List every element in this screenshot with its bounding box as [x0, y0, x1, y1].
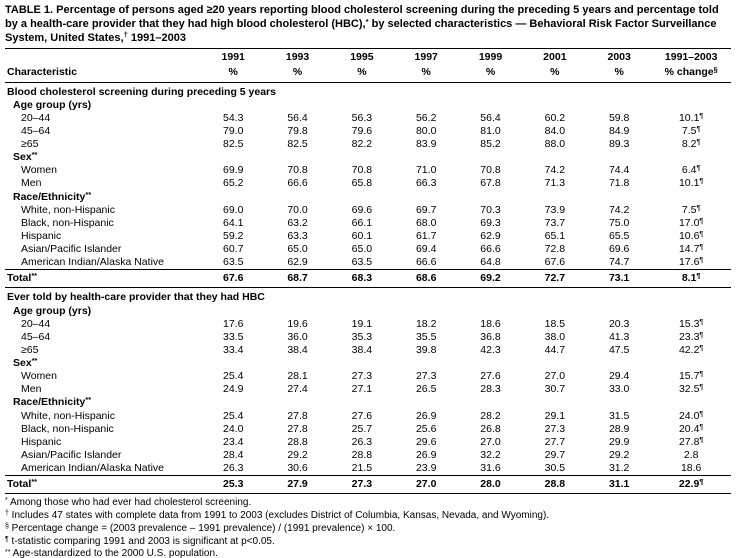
value-cell: 88.0 [544, 138, 566, 150]
year-column-header: 1997 [414, 51, 438, 64]
value-cell: 6.4¶ [681, 164, 701, 177]
table-row [5, 436, 731, 449]
value-cell: 67.8 [480, 177, 501, 190]
value-cell: 25.4 [222, 409, 244, 422]
value-cell: 65.0 [287, 243, 308, 255]
value-cell: 26.9 [415, 448, 437, 461]
footnote: § Percentage change = (2003 prevalence – 1991 prevalence) / (1991 prevalence) × 100. [5, 522, 396, 534]
value-cell: 54.3 [222, 111, 244, 124]
value-cell: 73.1 [587, 270, 651, 288]
value-cell: 18.6 [680, 462, 702, 474]
value-cell: 74.2 [608, 203, 630, 216]
value-cell: 27.0 [480, 435, 501, 448]
group-heading-row [5, 99, 731, 112]
value-cell: 15.7¶ [678, 370, 704, 383]
value-cell: 66.6 [480, 243, 501, 255]
value-cell: 69.6 [608, 243, 630, 255]
unit-column-header: % [265, 64, 329, 82]
value-cell: 32.2 [480, 448, 501, 461]
value-cell: 63.5 [351, 256, 373, 269]
value-cell: 60.2 [544, 111, 566, 124]
value-cell: 22.9¶ [651, 476, 731, 494]
value-cell: 10.1¶ [678, 177, 704, 190]
group-heading: Race/Ethnicity** [13, 190, 92, 203]
value-cell: 79.6 [351, 124, 373, 137]
value-cell: 27.8¶ [678, 435, 704, 448]
row-label: Asian/Pacific Islander [21, 243, 122, 255]
value-cell: 36.0 [287, 330, 308, 343]
value-cell: 85.2 [480, 138, 501, 150]
value-cell: 70.3 [480, 203, 501, 216]
unit-column-header: % [458, 64, 522, 82]
value-cell: 27.6 [351, 409, 373, 422]
value-cell: 27.0 [544, 370, 566, 383]
value-cell: 65.5 [608, 229, 630, 242]
row-label: ≥65 [21, 343, 39, 356]
table-row [5, 256, 731, 270]
value-cell: 31.5 [608, 409, 630, 422]
value-cell: 27.1 [351, 383, 373, 396]
value-cell: 23.3¶ [678, 330, 704, 343]
unit-column-header: % [330, 64, 394, 82]
value-cell: 29.6 [415, 435, 437, 448]
value-cell: 26.3 [351, 435, 373, 448]
row-label: Hispanic [21, 229, 62, 242]
value-cell: 47.5 [608, 343, 630, 356]
group-heading-row [5, 305, 731, 318]
value-cell: 27.3 [544, 422, 566, 435]
value-cell: 82.2 [351, 138, 373, 150]
row-label: White, non-Hispanic [21, 409, 115, 422]
value-cell: 28.8 [351, 448, 373, 461]
value-cell: 15.3¶ [678, 317, 704, 330]
value-cell: 63.5 [222, 256, 244, 269]
value-cell: 62.9 [287, 256, 308, 269]
value-cell: 26.9 [415, 409, 437, 422]
value-cell: 39.8 [415, 343, 437, 356]
table-row [5, 344, 731, 357]
value-cell: 10.6¶ [678, 229, 704, 242]
value-cell: 2.8 [683, 448, 699, 461]
value-cell: 30.5 [544, 462, 566, 474]
value-cell: 66.3 [415, 177, 437, 190]
row-label: Asian/Pacific Islander [21, 448, 122, 461]
value-cell: 26.8 [480, 422, 501, 435]
value-cell: 27.6 [480, 370, 501, 383]
value-cell: 31.1 [587, 476, 651, 494]
value-cell: 19.6 [287, 317, 308, 330]
footnote: ** Age-standardized to the 2000 U.S. population. [5, 548, 218, 558]
value-cell: 33.5 [222, 330, 244, 343]
footnote: ¶ t-statistic comparing 1991 and 2003 is significant at p<0.05. [5, 535, 275, 547]
total-row [5, 476, 731, 494]
group-heading: Age group (yrs) [13, 304, 92, 317]
table-row [5, 410, 731, 423]
value-cell: 71.3 [544, 177, 566, 190]
table-row [5, 125, 731, 138]
value-cell: 19.1 [351, 317, 373, 330]
year-column-header: 1995 [350, 51, 374, 64]
value-cell: 18.6 [480, 317, 501, 330]
value-cell: 56.2 [415, 111, 437, 124]
value-cell: 61.7 [415, 229, 437, 242]
value-cell: 72.8 [544, 243, 566, 255]
value-cell: 28.8 [523, 476, 587, 494]
value-cell: 65.8 [351, 177, 373, 190]
value-cell: 73.7 [544, 216, 566, 229]
group-heading: Sex** [13, 357, 38, 369]
value-cell: 69.9 [222, 164, 244, 177]
value-cell: 68.6 [394, 270, 458, 288]
value-cell: 27.8 [287, 409, 308, 422]
table-row [5, 462, 731, 476]
value-cell: 24.9 [222, 383, 244, 396]
value-cell: 31.2 [608, 462, 630, 474]
value-cell: 38.4 [351, 343, 373, 356]
section-heading-row [5, 82, 731, 99]
unit-column-header: % change§ [651, 64, 731, 82]
row-label: White, non-Hispanic [21, 203, 115, 216]
value-cell: 33.0 [608, 383, 630, 396]
value-cell: 79.0 [222, 124, 244, 137]
value-cell: 27.4 [287, 383, 308, 396]
table-row [5, 243, 731, 256]
value-cell: 29.2 [287, 448, 308, 461]
table-body [5, 82, 731, 494]
value-cell: 89.3 [608, 138, 630, 150]
unit-column-header: % [201, 64, 265, 82]
value-cell: 56.4 [287, 111, 308, 124]
value-cell: 70.8 [287, 164, 308, 177]
value-cell: 65.2 [222, 177, 244, 190]
value-cell: 65.0 [351, 243, 373, 255]
value-cell: 30.7 [544, 383, 566, 396]
value-cell: 69.0 [222, 203, 244, 216]
value-cell: 30.6 [287, 462, 308, 474]
row-label: Black, non-Hispanic [21, 422, 114, 435]
year-column-header: 1999 [478, 51, 503, 64]
year-column-header: 2001 [543, 51, 567, 64]
value-cell: 64.8 [480, 256, 501, 269]
value-cell: 60.1 [351, 229, 373, 242]
value-cell: 63.2 [287, 216, 308, 229]
value-cell: 28.0 [458, 476, 522, 494]
value-cell: 27.3 [351, 370, 373, 383]
value-cell: 66.1 [351, 216, 373, 229]
value-cell: 56.4 [480, 111, 501, 124]
value-cell: 74.2 [544, 164, 566, 177]
value-cell: 17.6¶ [678, 256, 704, 269]
footnote: † Includes 47 states with complete data from 1991 to 2003 (excludes District of Columbia, Kansas, Nevada, and Wyoming). [5, 510, 550, 522]
value-cell: 24.0¶ [678, 409, 704, 422]
value-cell: 29.9 [608, 435, 630, 448]
total-label: Total** [5, 270, 201, 288]
value-cell: 33.4 [222, 343, 244, 356]
value-cell: 25.4 [222, 370, 244, 383]
characteristic-column-spacer [5, 49, 201, 65]
value-cell: 65.1 [544, 229, 566, 242]
value-cell: 73.9 [544, 203, 566, 216]
value-cell: 71.8 [608, 177, 630, 190]
value-cell: 36.8 [480, 330, 501, 343]
value-cell: 29.1 [544, 409, 566, 422]
value-cell: 82.5 [222, 138, 244, 150]
value-cell: 69.3 [480, 216, 501, 229]
value-cell: 23.9 [415, 462, 437, 474]
value-cell: 38.0 [544, 330, 566, 343]
value-cell: 56.3 [351, 111, 373, 124]
value-cell: 59.8 [608, 111, 630, 124]
value-cell: 67.6 [544, 256, 566, 269]
value-cell: 69.6 [351, 203, 373, 216]
group-heading-row [5, 357, 731, 370]
table-row [5, 138, 731, 151]
value-cell: 74.7 [608, 256, 630, 269]
value-cell: 32.5¶ [678, 383, 704, 396]
value-cell: 75.0 [608, 216, 630, 229]
value-cell: 84.9 [608, 124, 630, 137]
value-cell: 84.0 [544, 124, 566, 137]
year-column-header: 1991 [221, 51, 245, 64]
table-row [5, 370, 731, 383]
value-cell: 72.7 [523, 270, 587, 288]
row-label: Women [21, 370, 57, 383]
characteristic-column-header: Characteristic [5, 64, 201, 82]
value-cell: 27.7 [544, 435, 566, 448]
row-label: American Indian/Alaska Native [21, 256, 164, 269]
value-cell: 68.0 [415, 216, 437, 229]
value-cell: 18.2 [415, 317, 437, 330]
value-cell: 28.9 [608, 422, 630, 435]
value-cell: 81.0 [480, 124, 501, 137]
value-cell: 64.1 [222, 216, 244, 229]
section-heading: Blood cholesterol screening during preceding 5 years [7, 85, 276, 98]
value-cell: 79.8 [287, 124, 308, 137]
value-cell: 69.7 [415, 203, 437, 216]
table-title: TABLE 1. Percentage of persons aged ≥20 years reporting blood cholesterol screening during the preceding 5 years and percentage told by a health-care provider that they had high blood cholesterol (HBC),* by selected characteristics — Behavioral Risk Factor Surveillance System, United States,† 1991–2003 [5, 4, 719, 44]
value-cell: 28.1 [287, 370, 308, 383]
value-cell: 42.3 [480, 343, 501, 356]
row-label: Men [21, 383, 42, 396]
value-cell: 35.3 [351, 330, 373, 343]
value-cell: 26.3 [222, 462, 244, 474]
value-cell: 83.9 [415, 138, 437, 150]
value-cell: 17.0¶ [678, 216, 704, 229]
value-cell: 63.3 [287, 229, 308, 242]
value-cell: 20.3 [608, 317, 630, 330]
value-cell: 38.4 [287, 343, 308, 356]
group-heading: Race/Ethnicity** [13, 396, 92, 409]
value-cell: 7.5¶ [681, 124, 701, 137]
value-cell: 21.5 [351, 462, 373, 474]
value-cell: 25.3 [201, 476, 265, 494]
table-row [5, 112, 731, 125]
value-cell: 60.7 [222, 243, 244, 255]
table-row [5, 423, 731, 436]
section-heading: Ever told by health-care provider that they had HBC [7, 291, 265, 304]
value-cell: 27.8 [287, 422, 308, 435]
value-cell: 23.4 [222, 435, 244, 448]
value-cell: 80.0 [415, 124, 437, 137]
row-label: 20–44 [21, 317, 51, 330]
value-cell: 70.8 [351, 164, 373, 177]
value-cell: 26.5 [415, 383, 437, 396]
year-column-header: 2003 [607, 51, 631, 64]
total-row [5, 270, 731, 288]
value-cell: 28.4 [222, 448, 244, 461]
table-row [5, 177, 731, 190]
value-cell: 18.5 [544, 317, 566, 330]
value-cell: 28.2 [480, 409, 501, 422]
unit-column-header: % [587, 64, 651, 82]
value-cell: 24.0 [222, 422, 244, 435]
group-heading-row [5, 396, 731, 409]
year-column-header: 1993 [285, 51, 310, 64]
value-cell: 28.3 [480, 383, 501, 396]
value-cell: 27.3 [415, 370, 437, 383]
value-cell: 69.2 [458, 270, 522, 288]
row-label: ≥65 [21, 138, 39, 150]
value-cell: 69.4 [415, 243, 437, 255]
value-cell: 29.2 [608, 448, 630, 461]
value-cell: 74.4 [608, 164, 630, 177]
value-cell: 70.0 [287, 203, 308, 216]
table-row [5, 318, 731, 331]
row-label: 45–64 [21, 330, 51, 343]
group-heading-row [5, 151, 731, 164]
year-column-header: 1991–2003 [664, 51, 718, 64]
value-cell: 62.9 [480, 229, 501, 242]
section-heading-row [5, 288, 731, 305]
row-label: Black, non-Hispanic [21, 216, 114, 229]
value-cell: 71.0 [415, 164, 437, 177]
value-cell: 29.7 [544, 448, 566, 461]
value-cell: 27.9 [265, 476, 329, 494]
value-cell: 14.7¶ [678, 243, 704, 255]
group-heading-row [5, 191, 731, 204]
table-row [5, 449, 731, 462]
table-row [5, 383, 731, 396]
value-cell: 68.7 [265, 270, 329, 288]
value-cell: 82.5 [287, 138, 308, 150]
value-cell: 7.5¶ [681, 203, 701, 216]
value-cell: 42.2¶ [678, 343, 704, 356]
value-cell: 27.3 [330, 476, 394, 494]
table-row [5, 204, 731, 217]
value-cell: 8.1¶ [651, 270, 731, 288]
row-label: Men [21, 177, 42, 190]
value-cell: 27.0 [394, 476, 458, 494]
row-label: 20–44 [21, 111, 51, 124]
value-cell: 66.6 [415, 256, 437, 269]
value-cell: 31.6 [480, 462, 501, 474]
table-row [5, 164, 731, 177]
table-row [5, 230, 731, 243]
value-cell: 70.8 [480, 164, 501, 177]
value-cell: 35.5 [415, 330, 437, 343]
row-label: Hispanic [21, 435, 62, 448]
value-cell: 67.6 [201, 270, 265, 288]
cholesterol-screening-table [5, 48, 731, 494]
value-cell: 68.3 [330, 270, 394, 288]
value-cell: 25.6 [415, 422, 437, 435]
row-label: 45–64 [21, 124, 51, 137]
total-label: Total** [5, 476, 201, 494]
row-label: Women [21, 164, 57, 177]
unit-column-header: % [394, 64, 458, 82]
value-cell: 20.4¶ [678, 422, 704, 435]
value-cell: 17.6 [222, 317, 244, 330]
table-row [5, 217, 731, 230]
value-cell: 25.7 [351, 422, 373, 435]
table-row [5, 331, 731, 344]
table-header [5, 49, 731, 82]
footnotes [5, 497, 731, 558]
value-cell: 28.8 [287, 435, 308, 448]
value-cell: 66.6 [287, 177, 308, 190]
value-cell: 8.2¶ [681, 138, 701, 150]
group-heading: Age group (yrs) [13, 98, 92, 111]
group-heading: Sex** [13, 151, 38, 164]
value-cell: 10.1¶ [678, 111, 704, 124]
footnote: * Among those who had ever had cholesterol screening. [5, 497, 252, 509]
value-cell: 44.7 [544, 343, 566, 356]
unit-column-header: % [523, 64, 587, 82]
value-cell: 59.2 [222, 229, 244, 242]
value-cell: 41.3 [608, 330, 630, 343]
row-label: American Indian/Alaska Native [21, 462, 164, 474]
value-cell: 29.4 [608, 370, 630, 383]
